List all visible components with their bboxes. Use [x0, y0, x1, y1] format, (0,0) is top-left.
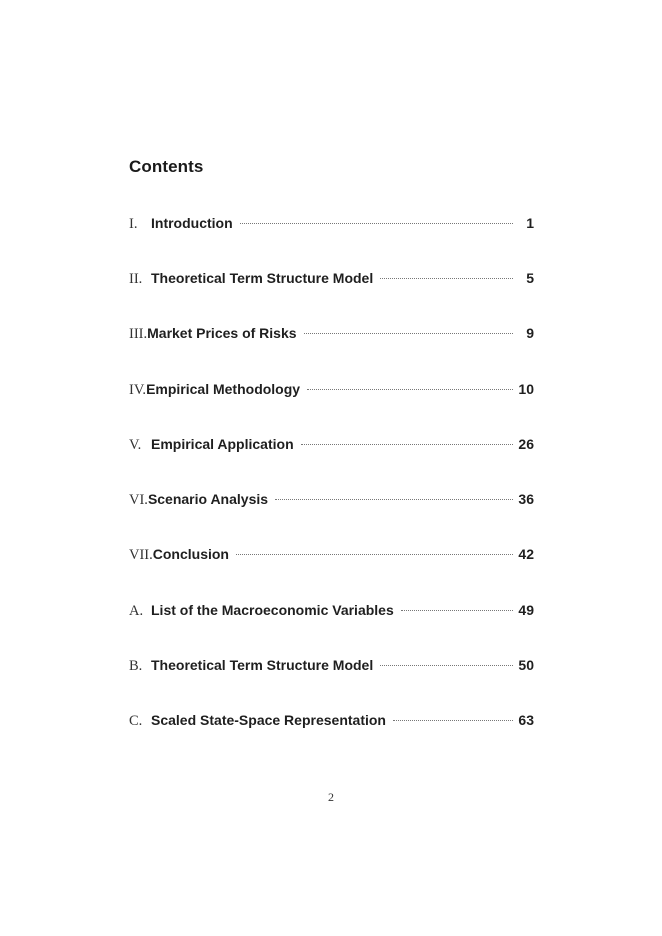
toc-entry-page: 50: [518, 657, 534, 673]
toc-entry-title: Introduction: [151, 215, 233, 231]
page-number: 2: [328, 790, 334, 804]
toc-entry-page: 10: [518, 381, 534, 397]
toc-dot-leader: [380, 278, 513, 279]
toc-entry-page: 42: [518, 546, 534, 562]
toc-entry-scenario-analysis[interactable]: [129, 491, 534, 511]
toc-entry-title: Market Prices of Risks: [147, 325, 297, 341]
toc-entry-page: 63: [518, 712, 534, 728]
toc-dot-leader: [380, 665, 513, 666]
toc-entry-conclusion[interactable]: [129, 546, 534, 566]
toc-entry-state-space[interactable]: [129, 712, 534, 732]
toc-entry-title: Empirical Methodology: [146, 381, 301, 397]
toc-entry-page: 26: [518, 436, 534, 452]
toc-dot-leader: [304, 333, 513, 334]
toc-entry-macro-variables[interactable]: [129, 602, 534, 622]
toc-entry-number: IV.: [129, 382, 147, 398]
toc-entry-page: 9: [526, 325, 534, 341]
toc-entry-number: C.: [129, 713, 143, 729]
toc-entry-title: Theoretical Term Structure Model: [151, 657, 374, 673]
toc-entry-title: Scaled State-Space Representation: [151, 712, 386, 728]
toc-entry-number: VI.: [129, 492, 148, 508]
toc-entry-page: 36: [518, 491, 534, 507]
toc-entry-number: V.: [129, 437, 142, 453]
toc-entry-theoretical-model[interactable]: [129, 270, 534, 290]
toc-entry-title: Theoretical Term Structure Model: [151, 270, 374, 286]
toc-entry-number: II.: [129, 271, 143, 287]
toc-dot-leader: [275, 499, 513, 500]
toc-dot-leader: [236, 554, 513, 555]
toc-entry-empirical-methodology[interactable]: [129, 381, 534, 401]
toc-entry-appendix-theoretical-model[interactable]: [129, 657, 534, 677]
toc-entry-introduction[interactable]: [129, 215, 534, 235]
toc-dot-leader: [240, 223, 513, 224]
toc-entry-page: 49: [518, 602, 534, 618]
toc-dot-leader: [393, 720, 513, 721]
toc-entry-page: 5: [526, 270, 534, 286]
toc-entry-empirical-application[interactable]: [129, 436, 534, 456]
toc-entry-number: VII.: [129, 547, 153, 563]
toc-dot-leader: [301, 444, 513, 445]
toc-entry-title: Scenario Analysis: [147, 491, 269, 507]
toc-entry-title: Conclusion: [152, 546, 229, 562]
toc-entry-page: 1: [526, 215, 534, 231]
toc-entry-market-prices[interactable]: [129, 325, 534, 345]
toc-dot-leader: [401, 610, 513, 611]
toc-dot-leader: [307, 389, 513, 390]
contents-heading: Contents: [129, 157, 204, 176]
toc-entry-number: B.: [129, 658, 143, 674]
toc-entry-title: Empirical Application: [151, 436, 294, 452]
toc-entry-title: List of the Macroeconomic Variables: [151, 602, 394, 618]
toc-entry-number: A.: [129, 603, 144, 619]
toc-entry-number: I.: [129, 216, 138, 232]
toc-entry-number: III.: [129, 326, 148, 342]
